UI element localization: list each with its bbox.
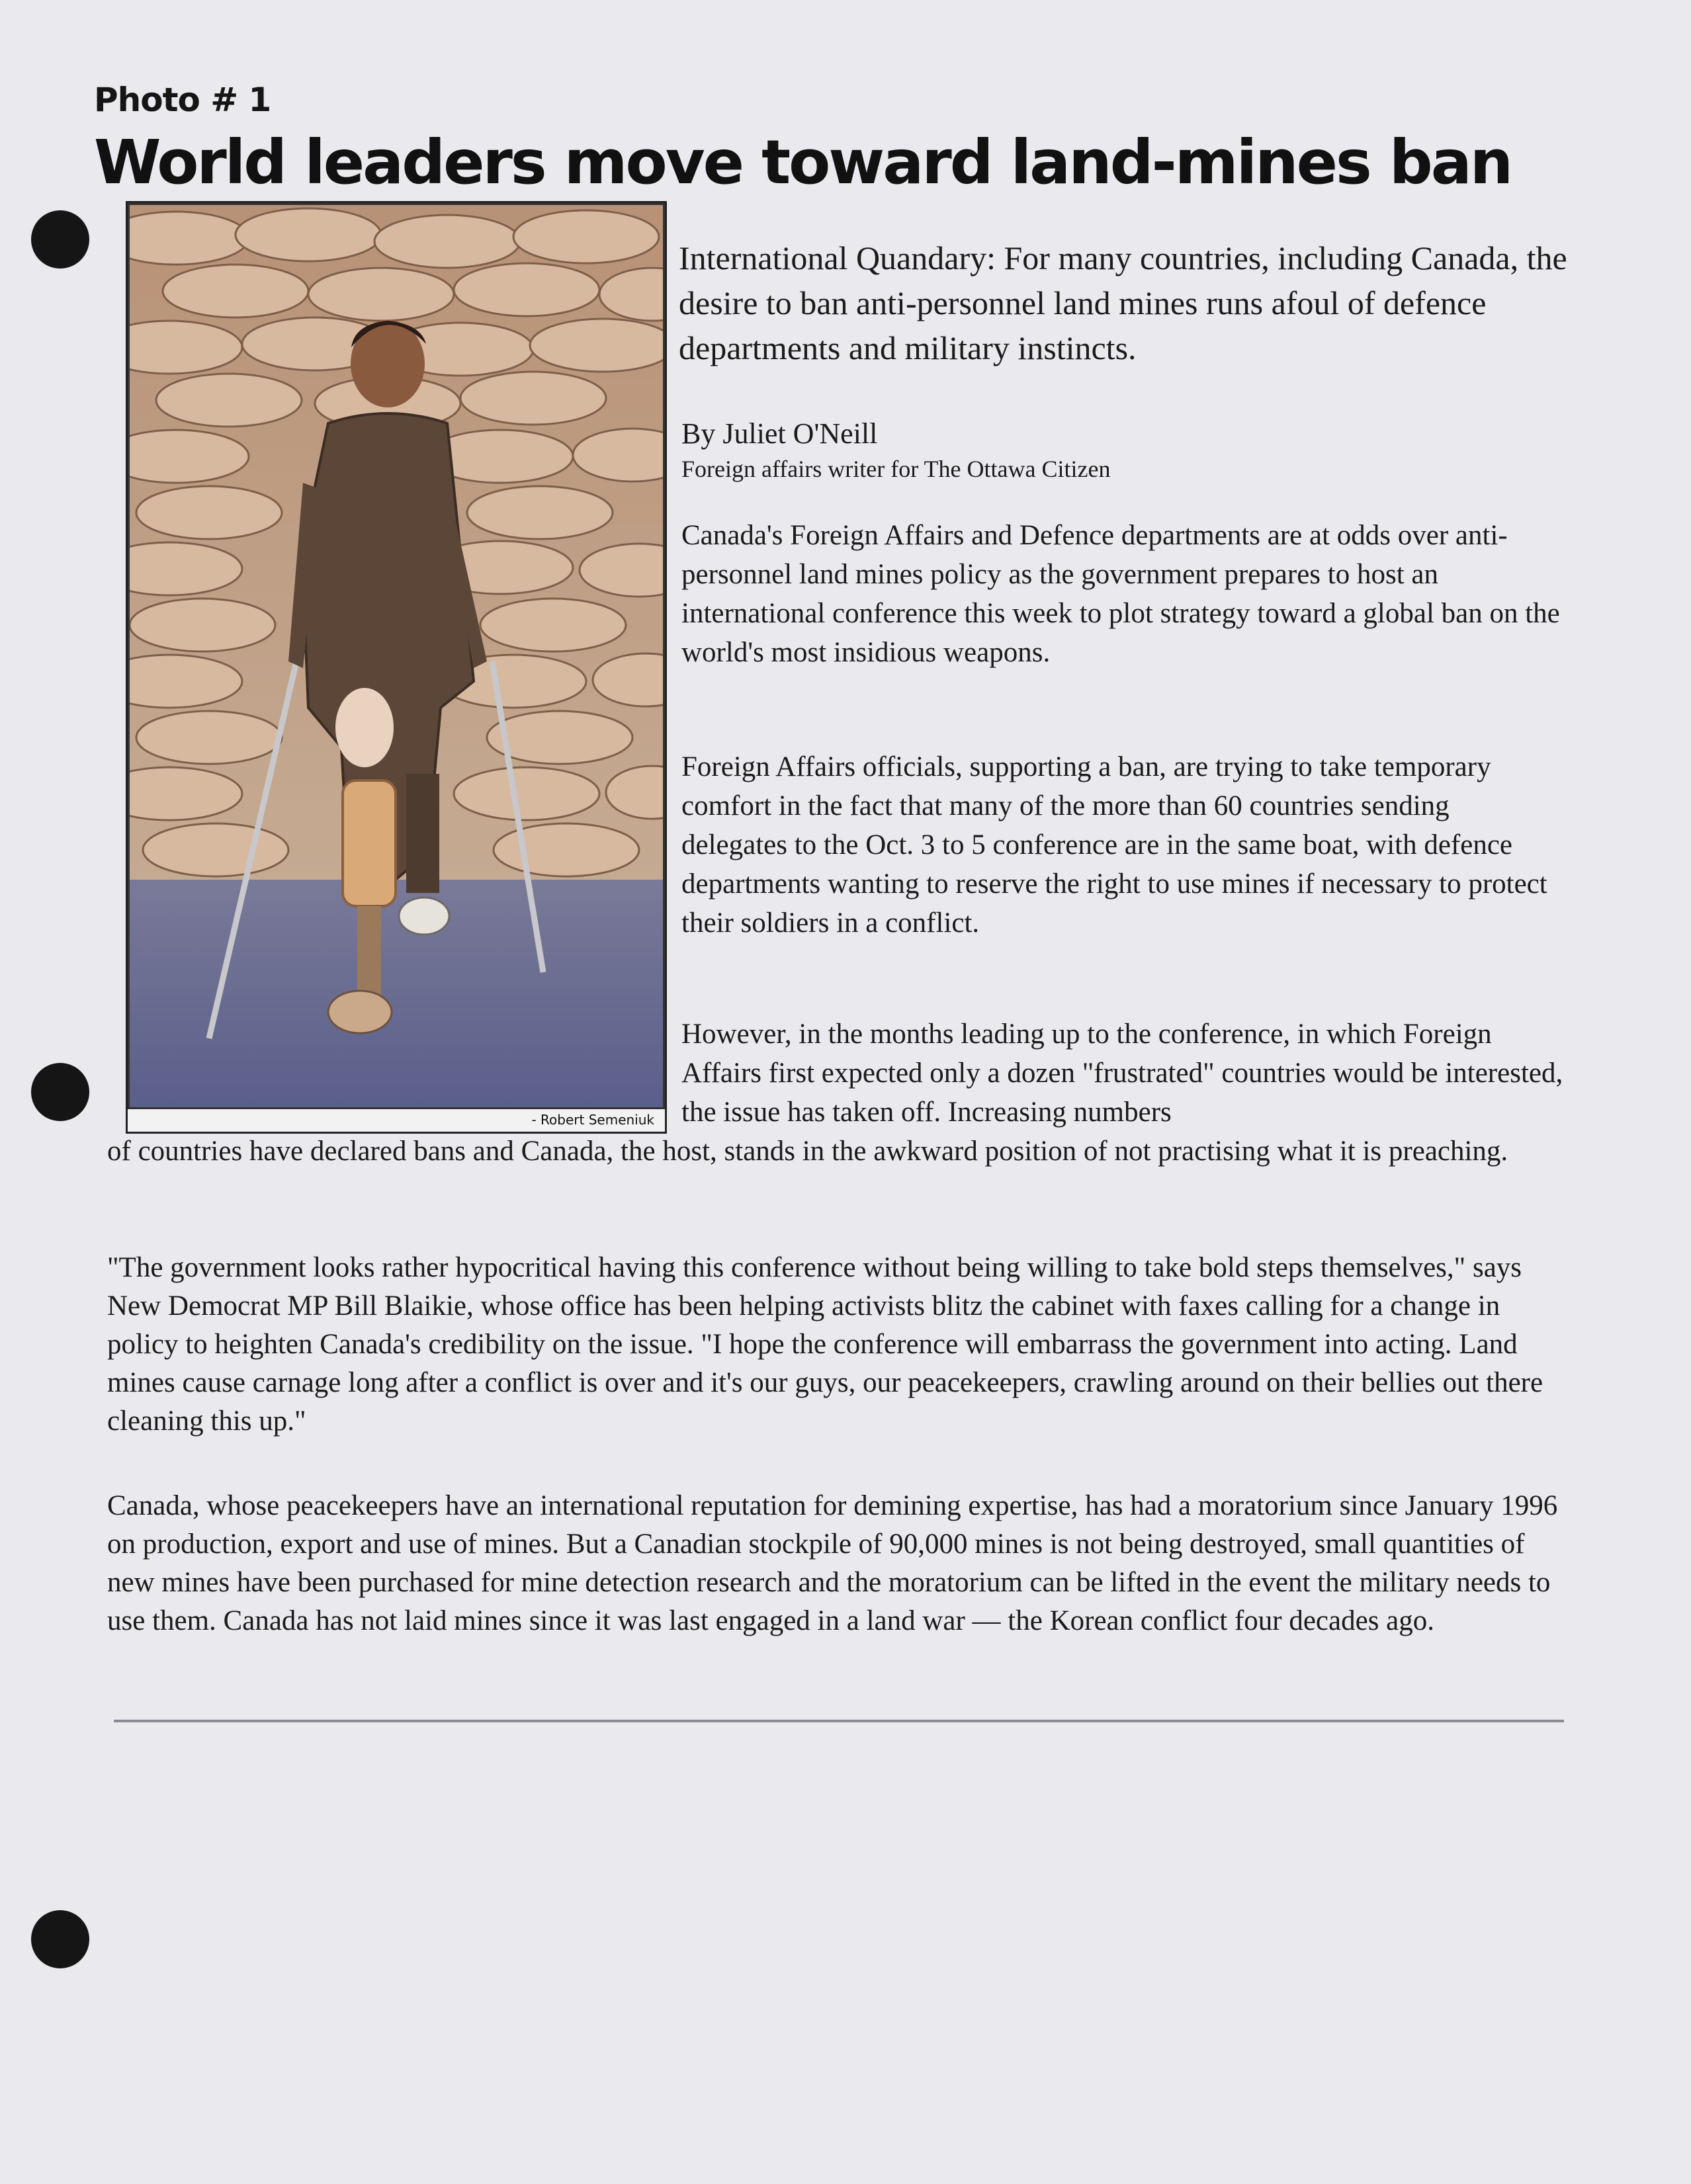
- paragraph-2: Foreign Affairs officials, supporting a ban, are trying to take temporary comfort in the fact that many of the more than 60 countries sending delegates to the Oct. 3 to 5 conference are in the same boat, with defence departments wanting to reserve the right to use mines if necessary to protect their soldiers in a conflict.: [681, 751, 1547, 939]
- byline: By Juliet O'Neill: [681, 417, 878, 450]
- paragraph-1: Canada's Foreign Affairs and Defence departments are at odds over anti-personnel land mines policy as the government prepares to host an international conference this week to plot strategy toward a global ban on the world's most insidious weapons.: [681, 520, 1560, 668]
- bottom-divider: [114, 1720, 1564, 1722]
- binder-hole-bottom: [31, 1910, 89, 1968]
- binder-hole-middle: [31, 1063, 89, 1121]
- photo-credit: - Robert Semeniuk: [531, 1112, 654, 1128]
- photo-kicker: Photo # 1: [94, 81, 271, 119]
- paragraph-3-part-2: of countries have declared bans and Canada, the host, stands in the awkward position of not practising what it is preaching.: [107, 1136, 1508, 1167]
- paragraph-5: Canada, whose peacekeepers have an international reputation for demining expertise, has had a moratorium since January 1996 on production, export and use of mines. But a Canadian stockpile of 90,000 mines is not being destroyed, small quantities of new mines have been purchased for mine detection research and the moratorium can be lifted in the event the military needs to use them. Canada has not laid mines since it was last engaged in a land war — the Korean conflict four decades ago.: [107, 1490, 1558, 1636]
- paragraph-4: "The government looks rather hypocritical having this conference without being willing to take bold steps themselves," says New Democrat MP Bill Blaikie, whose office has been helping activists blitz the cabinet with faxes calling for a change in policy to heighten Canada's credibility on the issue. "I hope the conference will embarrass the government into acting. Land mines cause carnage long after a conflict is over and it's our guys, our peacekeepers, crawling around on their bellies out there cleaning this up.": [107, 1252, 1543, 1437]
- news-photo: [128, 203, 665, 1109]
- article-deck: International Quandary: For many countries, including Canada, the desire to ban anti-personnel land mines runs afoul of defence departments and military instincts.: [679, 239, 1567, 366]
- headline: World leaders move toward land-mines ban: [94, 127, 1512, 198]
- photo-image: [130, 205, 663, 1107]
- photo-frame: [126, 201, 667, 1134]
- byline-affiliation: Foreign affairs writer for The Ottawa Citizen: [681, 456, 1111, 482]
- paragraph-3-part-1: However, in the months leading up to the conference, in which Foreign Affairs first expected only a dozen "frustrated" countries would be interested, the issue has taken off. Increasing numbers: [681, 1019, 1563, 1128]
- binder-hole-top: [31, 210, 89, 269]
